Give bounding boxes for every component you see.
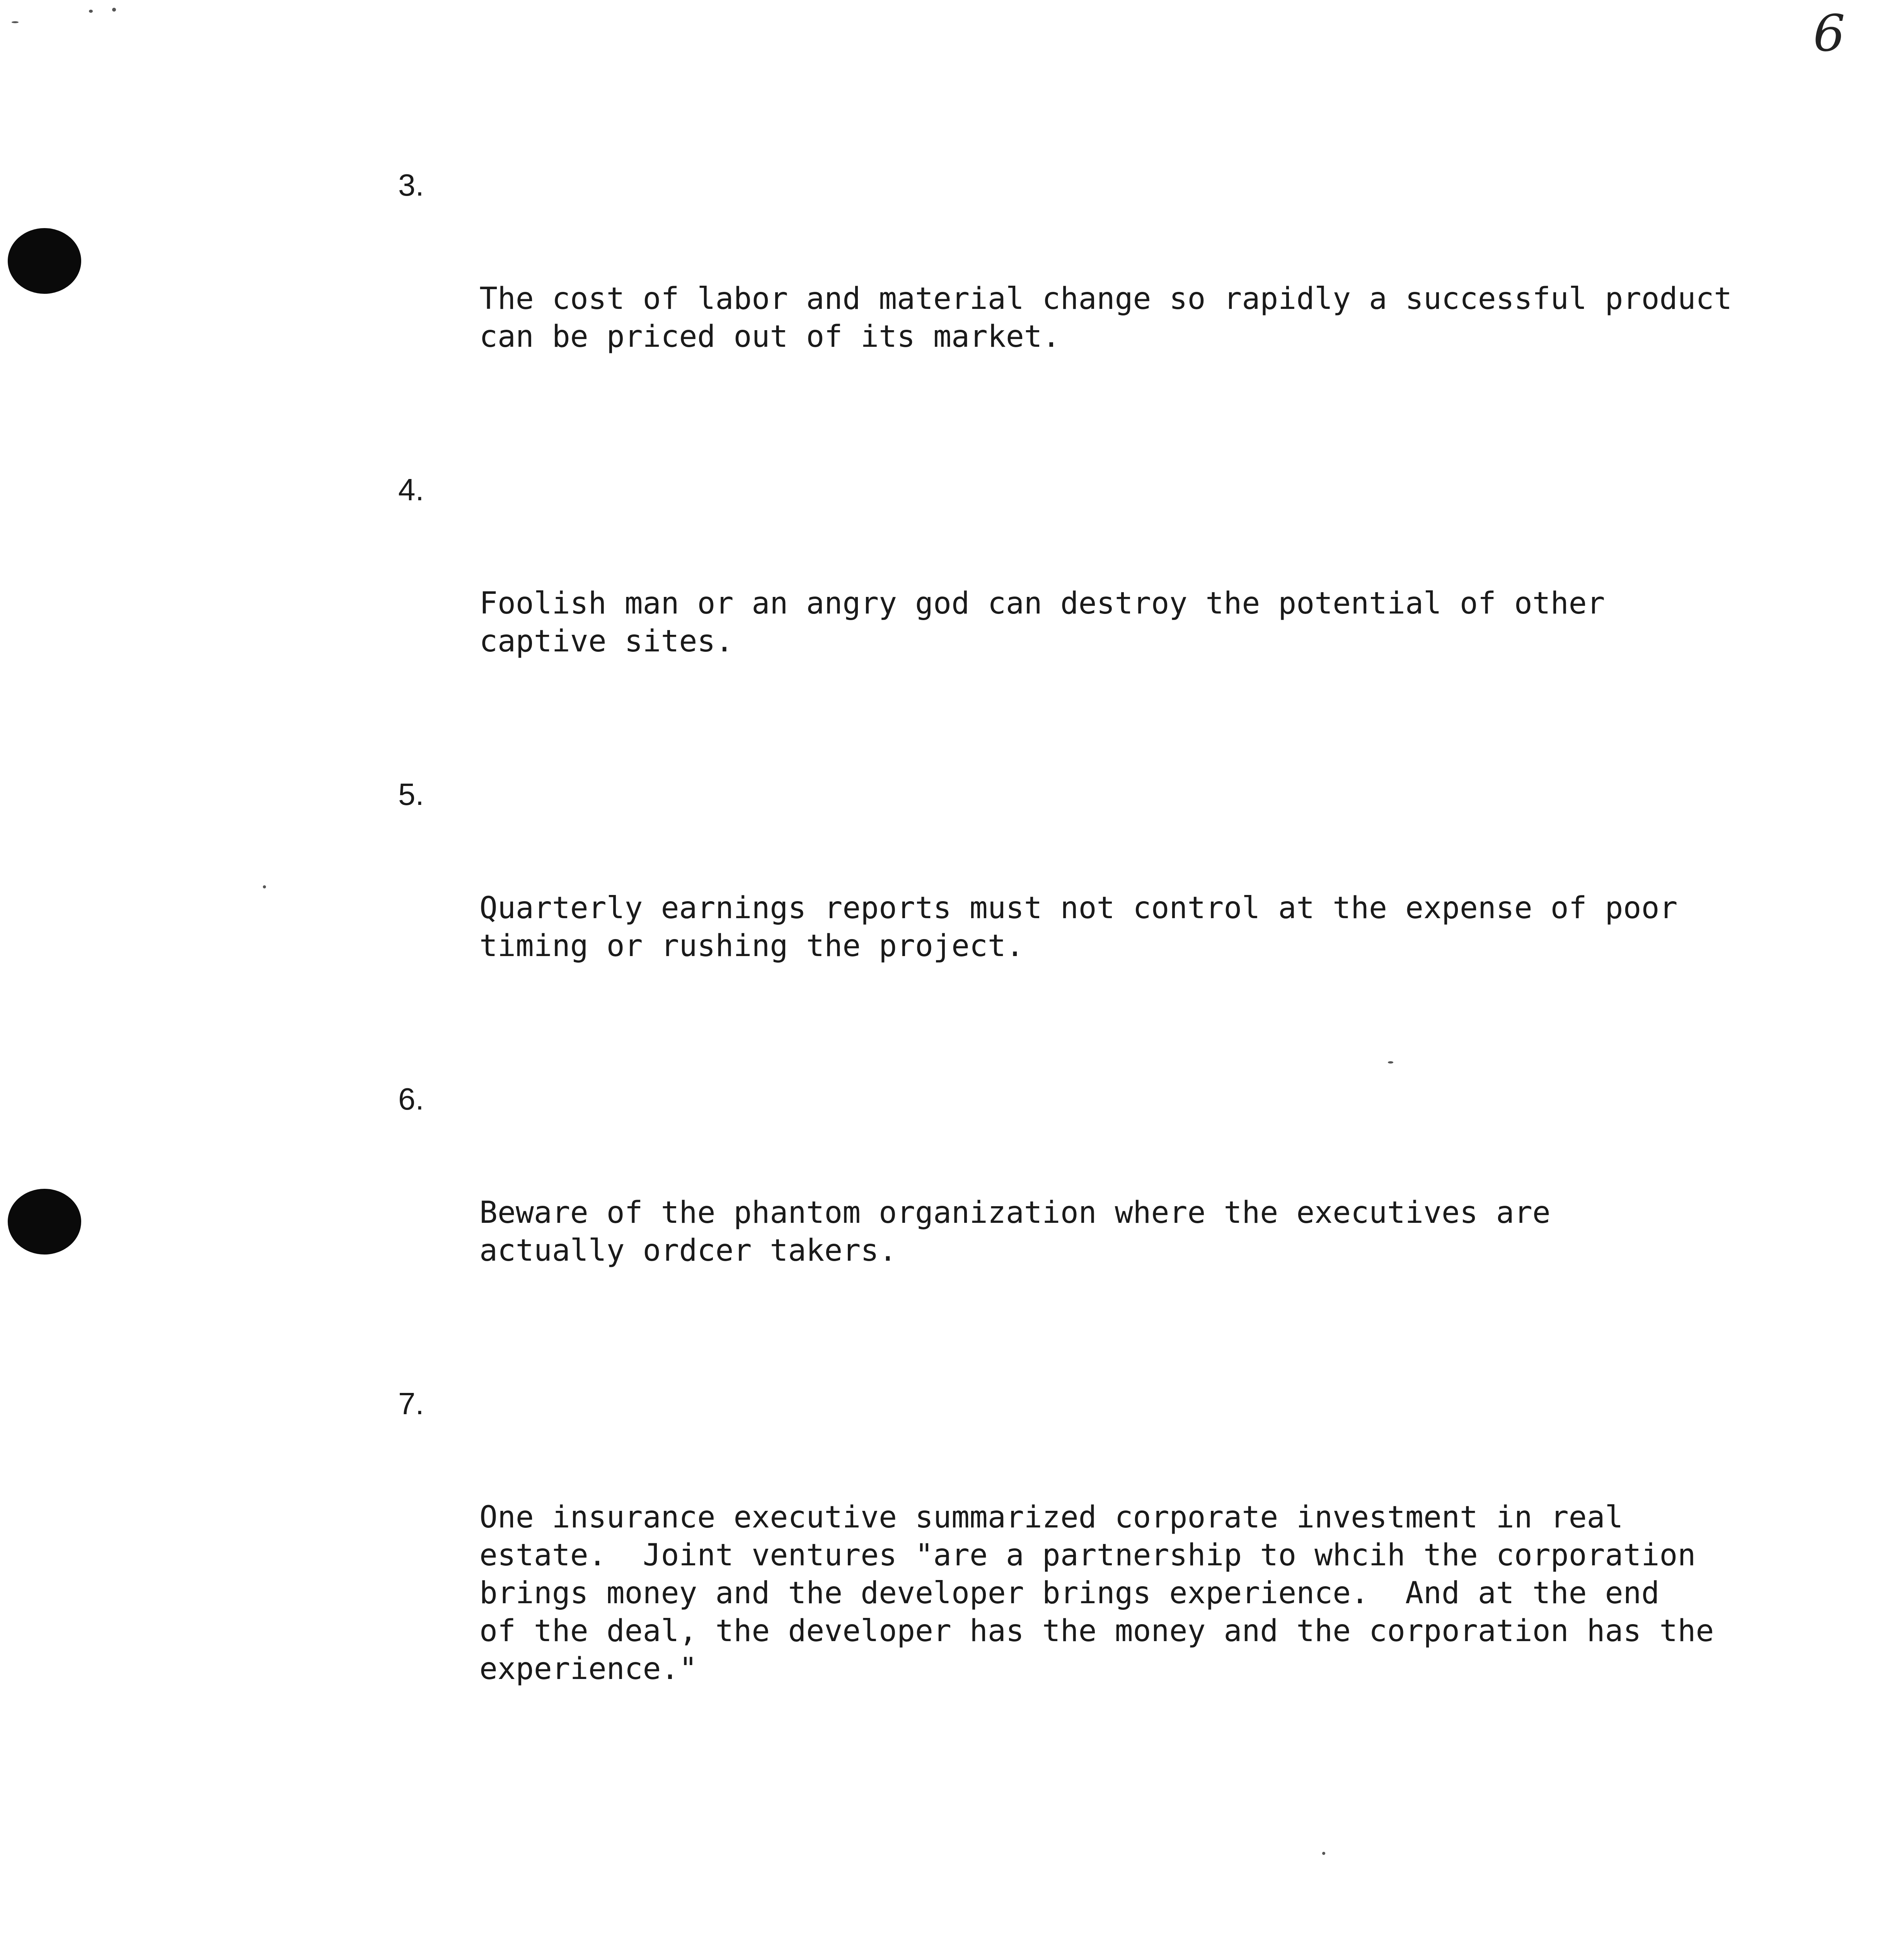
scan-speck (89, 10, 93, 13)
scan-speck (1322, 1852, 1325, 1855)
list-item (398, 776, 1867, 1041)
page-number: 6 (1813, 4, 1845, 63)
list-item-text: Beware of the phantom organization where the executives are actually ordcer takers. (479, 1195, 1551, 1268)
list-item (398, 1385, 1867, 1764)
scan-speck (12, 21, 19, 23)
list-item-text: Quarterly earnings reports must not control at the expense of poor timing or rushing the project. (479, 891, 1678, 963)
list-item-text: The cost of labor and material change so rapidly a successful product can be priced out of its market. (479, 281, 1732, 354)
list-item-text: Foolish man or an angry god can destroy the potential of other captive sites. (479, 586, 1605, 659)
scan-speck (263, 885, 266, 888)
scan-speck (112, 8, 116, 12)
punch-hole-middle (8, 1189, 81, 1255)
list-item-number: 5. (398, 777, 424, 811)
scan-speck (1388, 1061, 1393, 1064)
list-item (398, 166, 1867, 431)
list-item (398, 471, 1867, 736)
list-item-number: 6. (398, 1082, 424, 1116)
list-item-number: 7. (398, 1386, 424, 1421)
list-item-number: 3. (398, 168, 424, 202)
list-item-number: 4. (398, 472, 424, 507)
punch-hole-top (8, 228, 81, 294)
numbered-list (398, 166, 1867, 1803)
list-item (398, 1080, 1867, 1345)
list-item-text: One insurance executive summarized corporate investment in real estate. Joint ventures "are a partnership to whcih the corporation brings money and the developer brings experience. And at the end of the deal, the developer has the money and the corporation has the experience." (479, 1500, 1714, 1686)
